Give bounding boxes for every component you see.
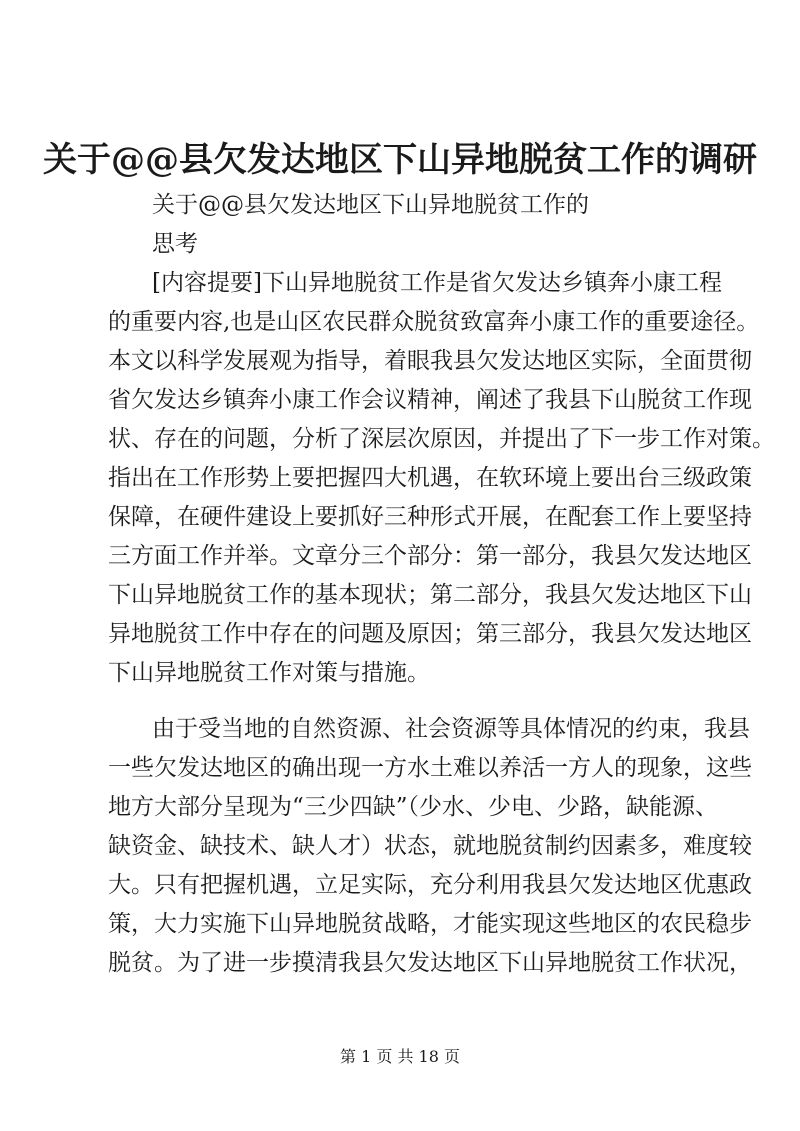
- abstract-line-10: 异地脱贫工作中存在的问题及原因；第三部分，我县欠发达地区: [108, 621, 752, 647]
- abstract-line-9: 下山异地脱贫工作的基本现状；第二部分，我县欠发达地区下山: [108, 582, 752, 608]
- document-title: 关于@@县欠发达地区下山异地脱贫工作的调研: [43, 140, 757, 180]
- body-line-7: 脱贫。为了进一步摸清我县欠发达地区下山异地脱贫工作状况，: [108, 950, 752, 976]
- page-footer: 第 1 页 共 18 页: [340, 1047, 460, 1066]
- abstract-line-8: 三方面工作并举。文章分三个部分：第一部分，我县欠发达地区: [108, 543, 752, 569]
- abstract-line-4: 省欠发达乡镇奔小康工作会议精神，阐述了我县下山脱贫工作现: [108, 387, 752, 413]
- subtitle-line-1: 关于@@县欠发达地区下山异地脱贫工作的: [152, 192, 589, 218]
- body-line-1: 由于受当地的自然资源、社会资源等具体情况的约束，我县: [152, 716, 750, 742]
- subtitle-line-2: 思考: [152, 231, 198, 257]
- body-line-6: 策，大力实施下山异地脱贫战略，才能实现这些地区的农民稳步: [108, 911, 752, 937]
- body-line-3: 地方大部分呈现为“三少四缺”（少水、少电、少路，缺能源、: [108, 794, 719, 820]
- abstract-line-3: 本文以科学发展观为指导，着眼我县欠发达地区实际，全面贯彻: [108, 348, 752, 374]
- abstract-line-1: [内容提要]下山异地脱贫工作是省欠发达乡镇奔小康工程: [152, 270, 722, 296]
- abstract-line-7: 保障，在硬件建设上要抓好三种形式开展，在配套工作上要坚持: [108, 504, 752, 530]
- body-line-5: 大。只有把握机遇，立足实际，充分利用我县欠发达地区优惠政: [108, 872, 752, 898]
- abstract-line-6: 指出在工作形势上要把握四大机遇，在软环境上要出台三级政策: [108, 465, 752, 491]
- abstract-line-5: 状、存在的问题，分析了深层次原因，并提出了下一步工作对策。: [108, 426, 775, 452]
- abstract-line-2: 的重要内容,也是山区农民群众脱贫致富奔小康工作的重要途径。: [108, 309, 760, 335]
- body-line-4: 缺资金、缺技术、缺人才）状态，就地脱贫制约因素多，难度较: [108, 833, 752, 859]
- abstract-line-11: 下山异地脱贫工作对策与措施。: [108, 660, 430, 686]
- body-line-2: 一些欠发达地区的确出现一方水土难以养活一方人的现象，这些: [108, 755, 752, 781]
